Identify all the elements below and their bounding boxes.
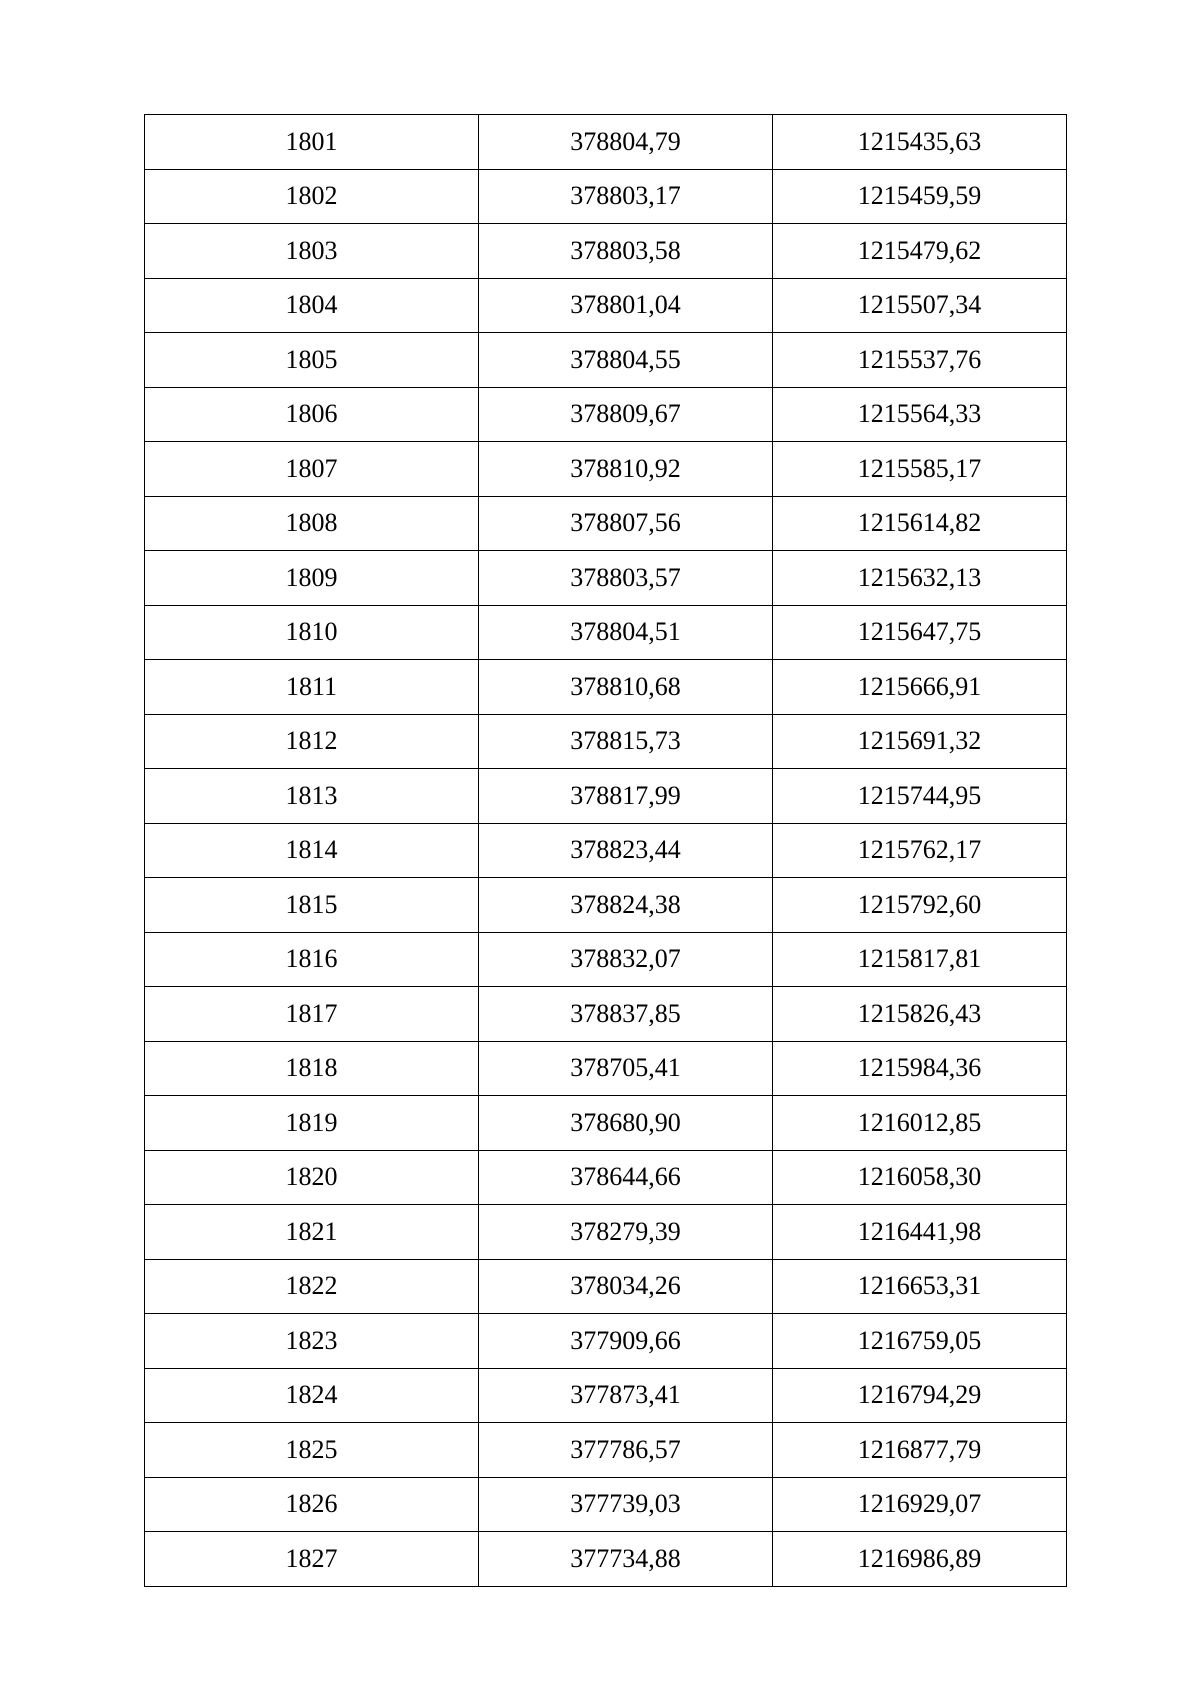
table-row <box>145 878 1067 933</box>
x-coordinate-cell: 378705,41 <box>479 1041 773 1096</box>
table-row <box>145 551 1067 606</box>
x-coordinate-cell: 378803,17 <box>479 169 773 224</box>
y-coordinate-cell: 1216986,89 <box>773 1532 1067 1587</box>
table-row <box>145 333 1067 388</box>
table-row <box>145 714 1067 769</box>
x-coordinate-cell: 378804,51 <box>479 605 773 660</box>
x-coordinate-cell: 378823,44 <box>479 823 773 878</box>
y-coordinate-cell: 1215817,81 <box>773 932 1067 987</box>
x-coordinate-cell: 377786,57 <box>479 1423 773 1478</box>
x-coordinate-cell: 378801,04 <box>479 278 773 333</box>
x-coordinate-cell: 378279,39 <box>479 1205 773 1260</box>
point-number-cell: 1824 <box>145 1368 479 1423</box>
point-number-cell: 1813 <box>145 769 479 824</box>
point-number-cell: 1804 <box>145 278 479 333</box>
point-number-cell: 1801 <box>145 115 479 170</box>
y-coordinate-cell: 1215666,91 <box>773 660 1067 715</box>
x-coordinate-cell: 378837,85 <box>479 987 773 1042</box>
table-row <box>145 278 1067 333</box>
table-row <box>145 115 1067 170</box>
coordinates-table-body <box>145 115 1067 1587</box>
point-number-cell: 1812 <box>145 714 479 769</box>
point-number-cell: 1810 <box>145 605 479 660</box>
table-row <box>145 1041 1067 1096</box>
y-coordinate-cell: 1215585,17 <box>773 442 1067 497</box>
x-coordinate-cell: 378809,67 <box>479 387 773 442</box>
table-row <box>145 1368 1067 1423</box>
x-coordinate-cell: 378680,90 <box>479 1096 773 1151</box>
table-row <box>145 224 1067 279</box>
point-number-cell: 1817 <box>145 987 479 1042</box>
x-coordinate-cell: 378804,79 <box>479 115 773 170</box>
point-number-cell: 1826 <box>145 1477 479 1532</box>
x-coordinate-cell: 378832,07 <box>479 932 773 987</box>
table-row <box>145 1314 1067 1369</box>
point-number-cell: 1822 <box>145 1259 479 1314</box>
point-number-cell: 1818 <box>145 1041 479 1096</box>
point-number-cell: 1816 <box>145 932 479 987</box>
table-row <box>145 442 1067 497</box>
table-row <box>145 1532 1067 1587</box>
y-coordinate-cell: 1216759,05 <box>773 1314 1067 1369</box>
table-row <box>145 660 1067 715</box>
y-coordinate-cell: 1215537,76 <box>773 333 1067 388</box>
x-coordinate-cell: 377909,66 <box>479 1314 773 1369</box>
point-number-cell: 1823 <box>145 1314 479 1369</box>
coordinates-table <box>144 114 1067 1587</box>
table-row <box>145 769 1067 824</box>
point-number-cell: 1806 <box>145 387 479 442</box>
y-coordinate-cell: 1215564,33 <box>773 387 1067 442</box>
y-coordinate-cell: 1215459,59 <box>773 169 1067 224</box>
point-number-cell: 1820 <box>145 1150 479 1205</box>
x-coordinate-cell: 378803,57 <box>479 551 773 606</box>
x-coordinate-cell: 378807,56 <box>479 496 773 551</box>
y-coordinate-cell: 1215632,13 <box>773 551 1067 606</box>
y-coordinate-cell: 1215792,60 <box>773 878 1067 933</box>
point-number-cell: 1811 <box>145 660 479 715</box>
y-coordinate-cell: 1215507,34 <box>773 278 1067 333</box>
table-row <box>145 1096 1067 1151</box>
point-number-cell: 1809 <box>145 551 479 606</box>
table-row <box>145 387 1067 442</box>
point-number-cell: 1805 <box>145 333 479 388</box>
y-coordinate-cell: 1215435,63 <box>773 115 1067 170</box>
table-row <box>145 932 1067 987</box>
point-number-cell: 1814 <box>145 823 479 878</box>
point-number-cell: 1807 <box>145 442 479 497</box>
point-number-cell: 1803 <box>145 224 479 279</box>
y-coordinate-cell: 1215691,32 <box>773 714 1067 769</box>
x-coordinate-cell: 378644,66 <box>479 1150 773 1205</box>
y-coordinate-cell: 1216441,98 <box>773 1205 1067 1260</box>
table-row <box>145 987 1067 1042</box>
table-row <box>145 1205 1067 1260</box>
y-coordinate-cell: 1215479,62 <box>773 224 1067 279</box>
y-coordinate-cell: 1216929,07 <box>773 1477 1067 1532</box>
y-coordinate-cell: 1215614,82 <box>773 496 1067 551</box>
x-coordinate-cell: 378810,68 <box>479 660 773 715</box>
point-number-cell: 1802 <box>145 169 479 224</box>
y-coordinate-cell: 1216877,79 <box>773 1423 1067 1478</box>
point-number-cell: 1825 <box>145 1423 479 1478</box>
y-coordinate-cell: 1216012,85 <box>773 1096 1067 1151</box>
x-coordinate-cell: 378804,55 <box>479 333 773 388</box>
y-coordinate-cell: 1215744,95 <box>773 769 1067 824</box>
y-coordinate-cell: 1215984,36 <box>773 1041 1067 1096</box>
point-number-cell: 1827 <box>145 1532 479 1587</box>
x-coordinate-cell: 378824,38 <box>479 878 773 933</box>
y-coordinate-cell: 1215647,75 <box>773 605 1067 660</box>
table-row <box>145 605 1067 660</box>
x-coordinate-cell: 377734,88 <box>479 1532 773 1587</box>
x-coordinate-cell: 378815,73 <box>479 714 773 769</box>
point-number-cell: 1815 <box>145 878 479 933</box>
x-coordinate-cell: 378810,92 <box>479 442 773 497</box>
point-number-cell: 1819 <box>145 1096 479 1151</box>
table-row <box>145 823 1067 878</box>
table-row <box>145 169 1067 224</box>
table-row <box>145 496 1067 551</box>
x-coordinate-cell: 377873,41 <box>479 1368 773 1423</box>
point-number-cell: 1821 <box>145 1205 479 1260</box>
table-row <box>145 1259 1067 1314</box>
point-number-cell: 1808 <box>145 496 479 551</box>
x-coordinate-cell: 378034,26 <box>479 1259 773 1314</box>
y-coordinate-cell: 1215762,17 <box>773 823 1067 878</box>
x-coordinate-cell: 378817,99 <box>479 769 773 824</box>
y-coordinate-cell: 1216794,29 <box>773 1368 1067 1423</box>
y-coordinate-cell: 1216653,31 <box>773 1259 1067 1314</box>
table-row <box>145 1423 1067 1478</box>
x-coordinate-cell: 378803,58 <box>479 224 773 279</box>
y-coordinate-cell: 1216058,30 <box>773 1150 1067 1205</box>
y-coordinate-cell: 1215826,43 <box>773 987 1067 1042</box>
table-row <box>145 1150 1067 1205</box>
table-row <box>145 1477 1067 1532</box>
x-coordinate-cell: 377739,03 <box>479 1477 773 1532</box>
